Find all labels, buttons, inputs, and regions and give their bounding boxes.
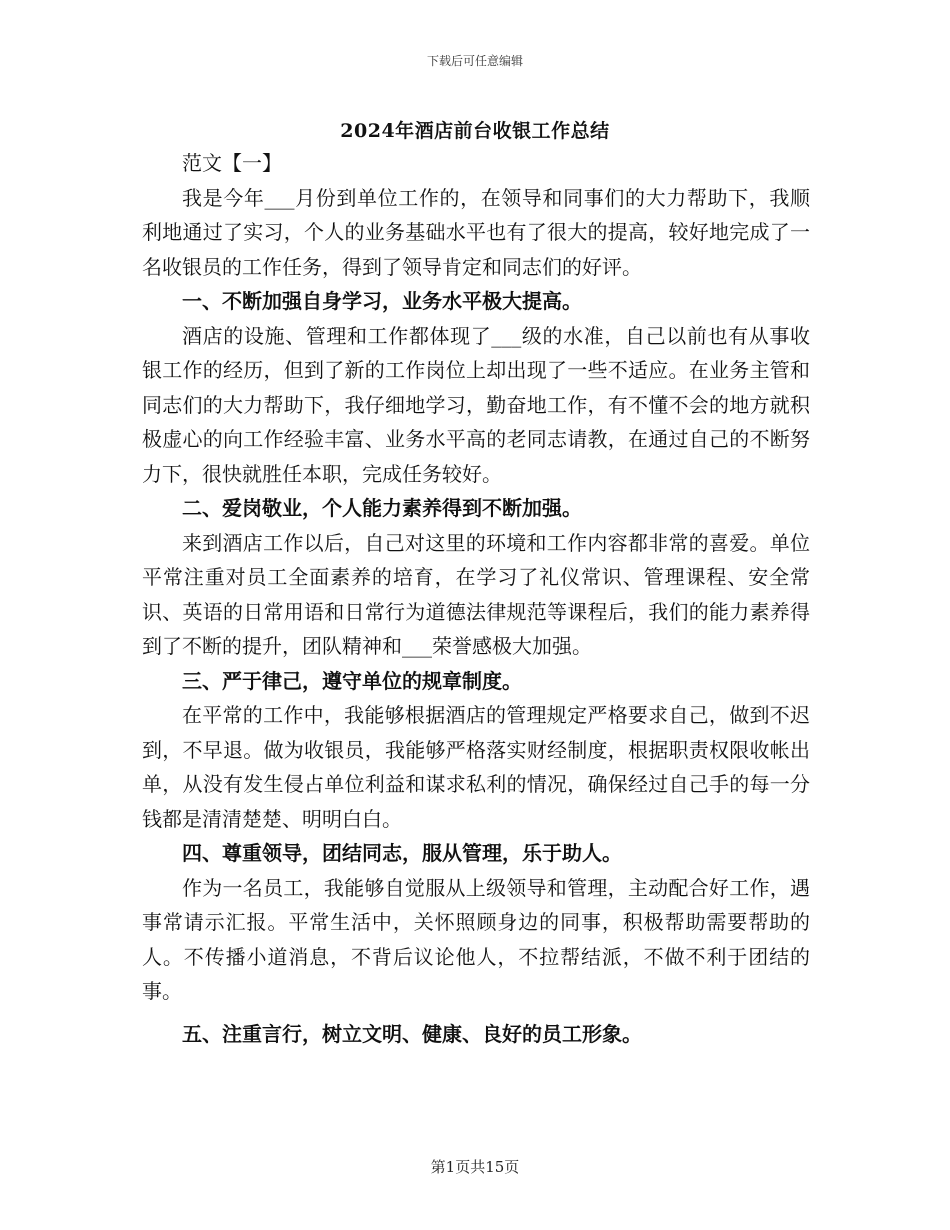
- document-body: [142, 146, 810, 1051]
- paragraph-4: 作为一名员工，我能够自觉服从上级领导和管理，主动配合好工作，遇事常请示汇报。平常生活中，关怀照顾身边的同事，积极帮助需要帮助的人。不传播小道消息，不背后议论他人，不拉帮结派，不做不利于团结的事。: [142, 875, 810, 1003]
- heading-3: 三、严于律己，遵守单位的规章制度。: [182, 668, 522, 693]
- page-header-note: 下载后可任意编辑: [426, 54, 523, 68]
- heading-4: 四、尊重领导，团结同志，服从管理，乐于助人。: [182, 841, 622, 865]
- heading-1: 一、不断加强自身学习，业务水平极大提高。: [182, 289, 582, 313]
- heading-5: 五、注重言行，树立文明、健康、良好的员工形象。: [182, 1021, 642, 1046]
- document-title: 2024年酒店前台收银工作总结: [340, 120, 610, 142]
- intro-paragraph: 我是今年___月份到单位工作的，在领导和同事们的大力帮助下，我顺利地通过了实习，个人的业务基础水平也有了很大的提高，较好地完成了一名收银员的工作任务，得到了领导肯定和同志们的好评。: [142, 185, 810, 279]
- section-label: 范文【一】: [182, 151, 282, 175]
- page-footer-number: 第1页共15页: [430, 1158, 520, 1176]
- paragraph-1: 酒店的设施、管理和工作都体现了___级的水准，自己以前也有从事收银工作的经历，但到了新的工作岗位上却出现了一些不适应。在业务主管和同志们的大力帮助下，我仔细地学习，勤奋地工作，有不懂不会的地方就积极虚心的向工作经验丰富、业务水平高的老同志请教，在通过自己的不断努力下，很快就胜任本职，完成任务较好。: [142, 323, 810, 486]
- paragraph-3: 在平常的工作中，我能够根据酒店的管理规定严格要求自己，做到不迟到，不早退。做为收银员，我能够严格落实财经制度，根据职责权限收帐出单，从没有发生侵占单位利益和谋求私利的情况，确保经过自己手的每一分钱都是清清楚楚、明明白白。: [142, 703, 810, 831]
- heading-2: 二、爱岗敬业，个人能力素养得到不断加强。: [182, 496, 582, 520]
- paragraph-2: 来到酒店工作以后，自己对这里的环境和工作内容都非常的喜爱。单位平常注重对员工全面素养的培育，在学习了礼仪常识、管理课程、安全常识、英语的日常用语和日常行为道德法律规范等课程后，我们的能力素养得到了不断的提升，团队精神和___荣誉感极大加强。: [142, 530, 810, 658]
